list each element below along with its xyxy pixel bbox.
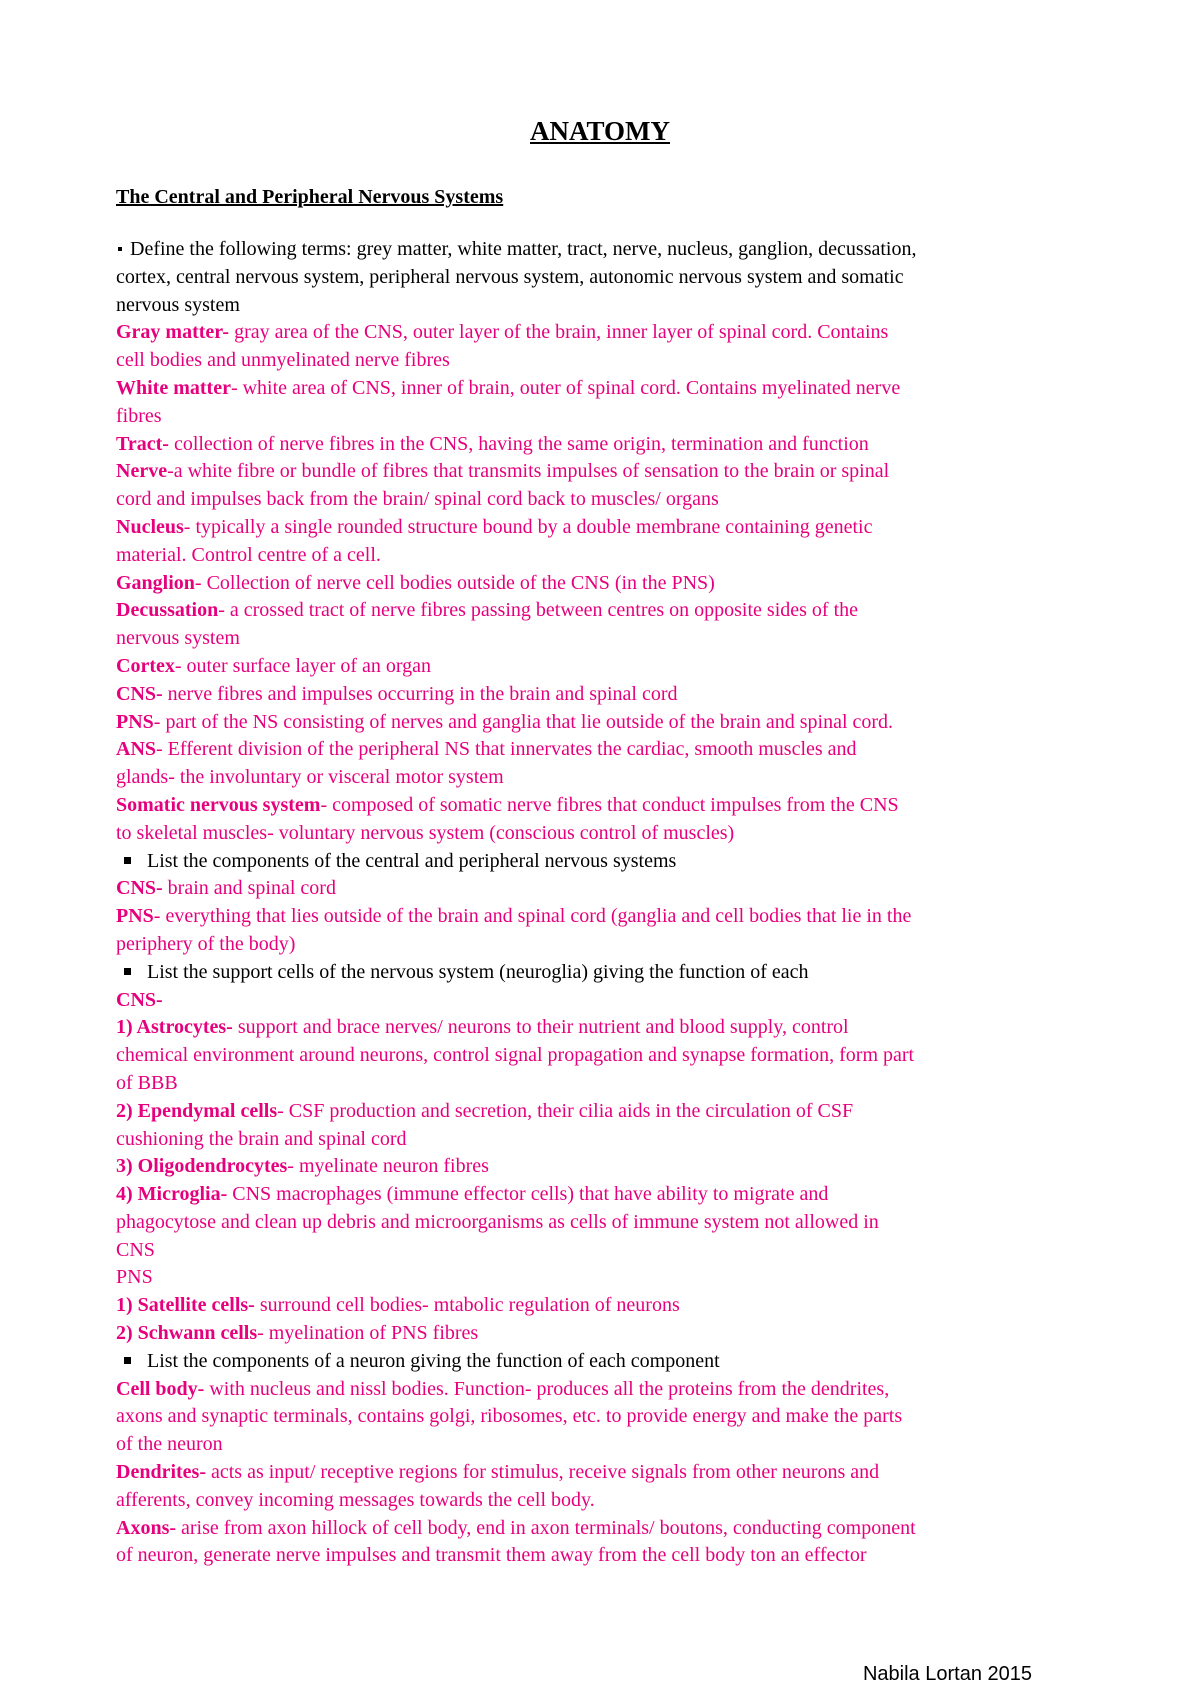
term-label: CNS- (116, 682, 163, 705)
note-line (116, 1320, 1096, 1348)
line-text: material. Control centre of a cell. (116, 543, 381, 566)
term-label: ANS (116, 738, 157, 761)
term-label: 2) Schwann cells (116, 1322, 258, 1345)
dot-bullet-icon (118, 247, 122, 251)
notes-body (116, 236, 1096, 1570)
line-text: with nucleus and nissl bodies. Function- produces all the proteins from the dendrites, (204, 1377, 890, 1400)
line-text: - myelinate neuron fibres (287, 1155, 489, 1178)
term-label: Axons- (116, 1516, 177, 1539)
note-line (116, 1515, 1096, 1543)
line-text: of neuron, generate nerve impulses and transmit them away from the cell body ton an effector (116, 1544, 867, 1567)
term-label: Ganglion (116, 571, 195, 594)
term-label: Cortex (116, 654, 175, 677)
note-line (116, 1181, 1096, 1209)
line-text: nervous system (116, 627, 240, 650)
line-text: nervous system (116, 293, 240, 316)
line-text: - myelination of PNS fibres (257, 1322, 479, 1345)
line-text: acts as input/ receptive regions for stimulus, receive signals from other neurons and (205, 1461, 880, 1484)
line-text: arise from axon hillock of cell body, end in axon terminals/ boutons, conducting component (176, 1516, 916, 1539)
note-line (116, 681, 1096, 709)
line-text: - outer surface layer of an organ (174, 654, 432, 677)
note-line (116, 1292, 1096, 1320)
note-line (116, 597, 1096, 625)
section-heading: The Central and Peripheral Nervous Systems (116, 186, 504, 208)
note-line (116, 458, 1096, 486)
note-line (116, 875, 1096, 903)
note-line (116, 1153, 1096, 1181)
line-text: to skeletal muscles- voluntary nervous system (conscious control of muscles) (116, 821, 735, 844)
term-label: Nucleus (116, 515, 184, 538)
term-label: CNS- (116, 877, 163, 900)
note-line (116, 403, 1096, 431)
line-text: - typically a single rounded structure bound by a double membrane containing genetic (183, 515, 873, 538)
term-label: White matter (116, 376, 231, 399)
line-text: -a white fibre or bundle of fibres that transmits impulses of sensation to the brain or spinal (167, 460, 890, 483)
line-text: CNS macrophages (immune effector cells) that have ability to migrate and (227, 1183, 829, 1206)
line-text: nerve fibres and impulses occurring in the brain and spinal cord (162, 682, 678, 705)
line-text: cord and impulses back from the brain/ spinal cord back to muscles/ organs (116, 488, 719, 511)
line-text: support and brace nerves/ neurons to their nutrient and blood supply, control (232, 1016, 849, 1039)
note-line (116, 820, 1096, 848)
note-line (116, 1237, 1096, 1265)
line-text: - a crossed tract of nerve fibres passing between centres on opposite sides of the (218, 599, 859, 622)
square-bullet-icon (124, 968, 131, 975)
line-text: surround cell bodies- mtabolic regulation of neurons (254, 1294, 680, 1317)
note-line (116, 709, 1096, 737)
note-line (116, 1042, 1096, 1070)
note-line (116, 375, 1096, 403)
note-line (116, 1070, 1096, 1098)
line-text: List the components of the central and peripheral nervous systems (147, 849, 677, 872)
note-line (116, 653, 1096, 681)
term-label: Decussation (116, 599, 219, 622)
term-label: 4) Microglia- (116, 1183, 228, 1206)
note-line (116, 736, 1096, 764)
line-text: - Collection of nerve cell bodies outside of the CNS (in the PNS) (194, 571, 715, 594)
note-line (116, 1542, 1096, 1570)
note-line (116, 486, 1096, 514)
note-line (116, 347, 1096, 375)
line-text: - part of the NS consisting of nerves and ganglia that lie outside of the brain and spinal cord. (153, 710, 894, 733)
note-line (116, 319, 1096, 347)
page-title: ANATOMY (530, 116, 670, 146)
note-line (116, 764, 1096, 792)
note-line (116, 931, 1096, 959)
question-line (116, 1348, 1096, 1376)
line-text: axons and synaptic terminals, contains golgi, ribosomes, etc. to provide energy and make the parts (116, 1405, 903, 1428)
note-line (116, 431, 1096, 459)
question-line (116, 236, 1096, 264)
question-line (116, 959, 1096, 987)
term-label: CNS- (116, 988, 163, 1011)
term-label: Gray matter- (116, 321, 230, 344)
line-text: brain and spinal cord (162, 877, 336, 900)
note-line (116, 1098, 1096, 1126)
note-line (116, 264, 1096, 292)
line-text: periphery of the body) (116, 932, 296, 955)
note-line (116, 1459, 1096, 1487)
note-line (116, 1487, 1096, 1515)
note-line (116, 1431, 1096, 1459)
term-label: 3) Oligodendrocytes (116, 1155, 288, 1178)
question-line (116, 848, 1096, 876)
line-text: of the neuron (116, 1433, 223, 1456)
line-text: of BBB (116, 1071, 178, 1094)
note-line (116, 987, 1096, 1015)
note-line (116, 792, 1096, 820)
note-line (116, 292, 1096, 320)
square-bullet-icon (124, 1357, 131, 1364)
line-text: gray area of the CNS, outer layer of the brain, inner layer of spinal cord. Contains (229, 321, 889, 344)
line-text: afferents, convey incoming messages towards the cell body. (116, 1488, 595, 1511)
note-line (116, 1376, 1096, 1404)
square-bullet-icon (124, 857, 131, 864)
term-label: Tract- (116, 432, 169, 455)
line-text: cortex, central nervous system, peripheral nervous system, autonomic nervous system and somatic (116, 265, 904, 288)
line-text: fibres (116, 404, 162, 427)
term-label: Somatic nervous system (116, 793, 321, 816)
line-text: - everything that lies outside of the brain and spinal cord (ganglia and cell bodies that lie in the (153, 905, 912, 928)
term-label: 2) Ependymal cells (116, 1099, 278, 1122)
note-line (116, 1014, 1096, 1042)
term-label: Dendrites- (116, 1461, 206, 1484)
line-text: - composed of somatic nerve fibres that conduct impulses from the CNS (320, 793, 899, 816)
line-text: - CSF production and secretion, their cilia aids in the circulation of CSF (277, 1099, 854, 1122)
note-line (116, 570, 1096, 598)
term-label: 1) Astrocytes- (116, 1016, 233, 1039)
line-text: Define the following terms: grey matter, white matter, tract, nerve, nucleus, ganglion, decussation, (130, 238, 917, 260)
line-text: List the components of a neuron giving the function of each component (147, 1349, 720, 1372)
term-label: Cell body- (116, 1377, 205, 1400)
term-label: PNS (116, 710, 154, 733)
note-line (116, 542, 1096, 570)
line-text: glands- the involuntary or visceral motor system (116, 766, 504, 789)
note-line (116, 1264, 1096, 1292)
term-label: 1) Satellite cells- (116, 1294, 255, 1317)
line-text: CNS (116, 1238, 155, 1261)
line-text: phagocytose and clean up debris and microorganisms as cells of immune system not allowed in (116, 1210, 879, 1233)
term-label: Nerve (116, 460, 168, 483)
line-text: collection of nerve fibres in the CNS, having the same origin, termination and function (168, 432, 869, 455)
note-line (116, 1403, 1096, 1431)
author-footer: Nabila Lortan 2015 (862, 1663, 1032, 1685)
line-text: List the support cells of the nervous system (neuroglia) giving the function of each (147, 960, 809, 983)
line-text: chemical environment around neurons, control signal propagation and synapse formation, form part (116, 1044, 915, 1067)
note-line (116, 514, 1096, 542)
line-text: - Efferent division of the peripheral NS that innervates the cardiac, smooth muscles and (156, 738, 857, 761)
note-line (116, 1126, 1096, 1154)
note-line (116, 1209, 1096, 1237)
term-label: PNS (116, 905, 154, 928)
note-line (116, 903, 1096, 931)
note-line (116, 625, 1096, 653)
line-text: cushioning the brain and spinal cord (116, 1127, 407, 1150)
line-text: PNS (116, 1266, 153, 1289)
line-text: - white area of CNS, inner of brain, outer of spinal cord. Contains myelinated nerve (230, 376, 901, 399)
line-text: cell bodies and unmyelinated nerve fibres (116, 349, 450, 372)
